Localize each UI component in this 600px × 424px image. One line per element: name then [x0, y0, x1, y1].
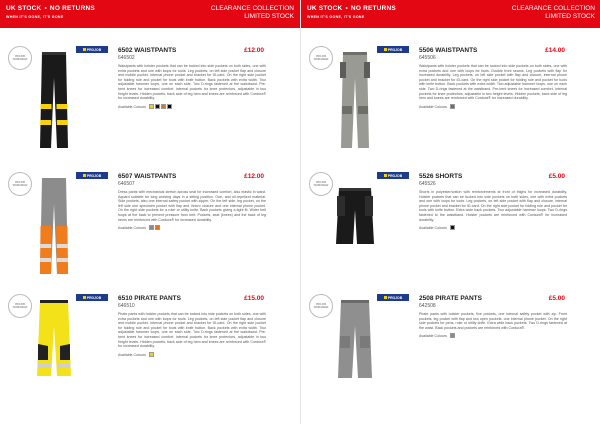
- colour-swatch: [149, 104, 154, 109]
- clearance-text: CLEARANCE COLLECTION: [210, 5, 294, 12]
- colour-swatch: [155, 104, 160, 109]
- product-image: [34, 48, 74, 152]
- tagline: WHEN IT'S GONE, IT'S GONE: [307, 15, 365, 19]
- product-image: [34, 174, 74, 278]
- brand-badge: PROJOB: [377, 172, 409, 179]
- product-image: [335, 48, 375, 152]
- colour-swatch: [161, 104, 166, 109]
- brand-badge: PROJOB: [377, 46, 409, 53]
- product-price: £12.00: [244, 47, 264, 54]
- product-description: Waistpants with holster pockets that can be tucked into side pockets on both sides, one with extra pockets and one with loops for tools. Double front seams. Leg pockets with flap for increased durability. Leg pockets, on left side pocket with flap and closure, internal phone pocket and bracket for ID-card. On the right side pocket for folding rule and pocket for tools with knife button. Back pockets with extra width. Two adjustable hammer loops, one on each side. Two D-rings fastened at the waistband. Pre-bent knees for increased comfort. Internal pockets for knee protectors, adjustable in two height levels. Hidden pockets, back side of leg hem and knees are reinforced with Cordura® for increased durability.: [419, 64, 567, 101]
- product-description: Pirate pants with holster pockets that can be tucked into side pockets on both sides, one with extra pockets and one with loops for tools. Leg pockets, on left side pocket flap and closure and mobile pocket. Internal phone pocket and bracket for ID-card. On the right side pocket for folding rule and pocket for tools with knife button. Back pockets with extra width. Two adjustable hammer loops, one on each side. Two D-rings fastened at the waistband. Pre-bent knees for increased comfort. Internal pockets for knee protectors, adjustable in two height levels. Hidden pockets, back side of leg hem and knees are reinforced with Cordura® for increased durability.: [118, 312, 266, 349]
- product-title: 5526 SHORTS: [419, 173, 463, 180]
- brand-logo: PROJOB WORKWEAR: [8, 294, 32, 318]
- available-colours-label: Available Colours: [419, 333, 447, 338]
- available-colours: [419, 104, 456, 109]
- brand-logo: PROJOB WORKWEAR: [309, 46, 333, 70]
- product-code: 646502: [118, 55, 135, 61]
- product-card: [0, 166, 300, 290]
- colour-swatch: [450, 225, 455, 230]
- product-card: [0, 288, 300, 412]
- product-price: £14.00: [545, 47, 565, 54]
- brand-logo: PROJOB WORKWEAR: [309, 172, 333, 196]
- clearance-block: [512, 5, 595, 20]
- colour-swatch: [450, 333, 455, 338]
- colour-swatch: [167, 104, 172, 109]
- limited-stock-text: LIMITED STOCK: [244, 12, 294, 20]
- product-card: [301, 166, 600, 290]
- product-title: 6502 WAISTPANTS: [118, 47, 177, 54]
- uk-stock-text: UK STOCK: [6, 5, 42, 12]
- product-price: £15.00: [244, 295, 264, 302]
- product-price: £5.00: [548, 295, 565, 302]
- product-card: [301, 40, 600, 164]
- separator: •: [345, 5, 348, 12]
- product-image: [34, 296, 74, 400]
- brand-badge: PROJOB: [377, 294, 409, 301]
- available-colours-label: Available Colours: [118, 225, 146, 230]
- product-title: 5506 WAISTPANTS: [419, 47, 478, 54]
- available-colours-label: Available Colours: [118, 352, 146, 357]
- stock-notice: [307, 5, 396, 12]
- product-price: £12.00: [244, 173, 264, 180]
- product-code: 646507: [118, 181, 135, 187]
- product-description: Dress pants with mechanical stretch across seat for increased comfort, also elastic in waist. Aquard suitable for long working days in a sitting position. One- and oil-repellent material. Side pockets, also one internal safety pocket with zipper. On the left side, leg pocket, on the left side one specimen pocket with flap and Velcro closure and one internal phone pocket. On the right side pockets for a ruler or utility knife. Back pockets giving a tight fit. Wider belt loops at the back to prevent pressure from belt. Pockets, seat (knees) and the back of leg hems are reinforced with Cordura® for increased durability.: [118, 190, 266, 222]
- product-code: 642508: [419, 303, 436, 309]
- available-colours: [419, 225, 456, 230]
- available-colours: [419, 333, 456, 338]
- stock-notice: [6, 5, 95, 12]
- product-title: 2508 PIRATE PANTS: [419, 295, 482, 302]
- available-colours: [118, 104, 173, 109]
- separator: •: [44, 5, 47, 12]
- colour-swatch: [149, 352, 154, 357]
- brand-badge: PROJOB: [76, 294, 108, 301]
- brand-logo: PROJOB WORKWEAR: [8, 172, 32, 196]
- product-code: 645506: [419, 55, 436, 61]
- product-card: [0, 40, 300, 164]
- product-description: Shorts in polyester/cotton with reinforcements at front of thighs for increased durability. Holster pockets that can be tucked into side pockets on both sides, one with extra pockets and one with loops for tools. Leg pockets, on left side pocket with flap and closure, internal phone pocket and bracket for ID-card. On the right side pocket for folding rule and pocket for tools with knife button. Extra wide back pockets. Two adjustable hammer loops. Two D-rings fastened to the waistband. Holster pockets are reinforced with Cordura® for increased durability.: [419, 190, 567, 222]
- available-colours-label: Available Colours: [118, 104, 146, 109]
- uk-stock-text: UK STOCK: [307, 5, 343, 12]
- banner: [301, 0, 600, 28]
- available-colours: [118, 225, 161, 230]
- product-description: Waistpants with holster pockets that can be tucked into side pockets on both sides, one with extra pockets and one with loops for tools. Leg pockets, on left side pocket flap and closure and mobile pocket. Internal phone pocket and bracket for ID-card. On the right side pocket for folding rule and pocket for tools with knife button. Back pockets with extra width. Two adjustable hammer loops, one on each side. Two D-rings fastened at the waistband. Pre-bent knees for increased comfort. Internal pockets for knee protectors, adjustable in two height levels. Hidden pockets, back side of leg hem and knees are reinforced with Cordura® for increased durability.: [118, 64, 266, 101]
- no-returns-text: NO RETURNS: [49, 5, 95, 12]
- colour-swatch: [155, 225, 160, 230]
- brand-badge: PROJOB: [76, 46, 108, 53]
- product-image: [335, 296, 375, 400]
- clearance-text: CLEARANCE COLLECTION: [511, 5, 595, 12]
- product-code: 646510: [118, 303, 135, 309]
- no-returns-text: NO RETURNS: [350, 5, 396, 12]
- clearance-block: [211, 5, 294, 20]
- available-colours-label: Available Colours: [419, 225, 447, 230]
- product-card: [301, 288, 600, 412]
- product-image: [335, 174, 375, 278]
- available-colours: [118, 352, 155, 357]
- brand-logo: PROJOB WORKWEAR: [8, 46, 32, 70]
- product-title: 6507 WAISTPANTS: [118, 173, 177, 180]
- product-code: 645526: [419, 181, 436, 187]
- brand-badge: PROJOB: [76, 172, 108, 179]
- limited-stock-text: LIMITED STOCK: [545, 12, 595, 20]
- available-colours-label: Available Colours: [419, 104, 447, 109]
- right-page: [300, 0, 600, 424]
- colour-swatch: [149, 225, 154, 230]
- tagline: WHEN IT'S GONE, IT'S GONE: [6, 15, 64, 19]
- brand-logo: PROJOB WORKWEAR: [309, 294, 333, 318]
- product-title: 6510 PIRATE PANTS: [118, 295, 181, 302]
- banner: [0, 0, 300, 28]
- product-description: Pirate pants with holster pockets, five pockets, one internal safety pocket with zip. Front pockets, leg pocket with flap and two open pockets, one internal phone pocket. On the right side pockets for pens, ruler or utility knife. Extra wide back pockets. Two D-rings fastened at the waist. Back pockets and pockets are reinforced with Cordura®.: [419, 312, 567, 330]
- colour-swatch: [450, 104, 455, 109]
- product-price: £5.00: [548, 173, 565, 180]
